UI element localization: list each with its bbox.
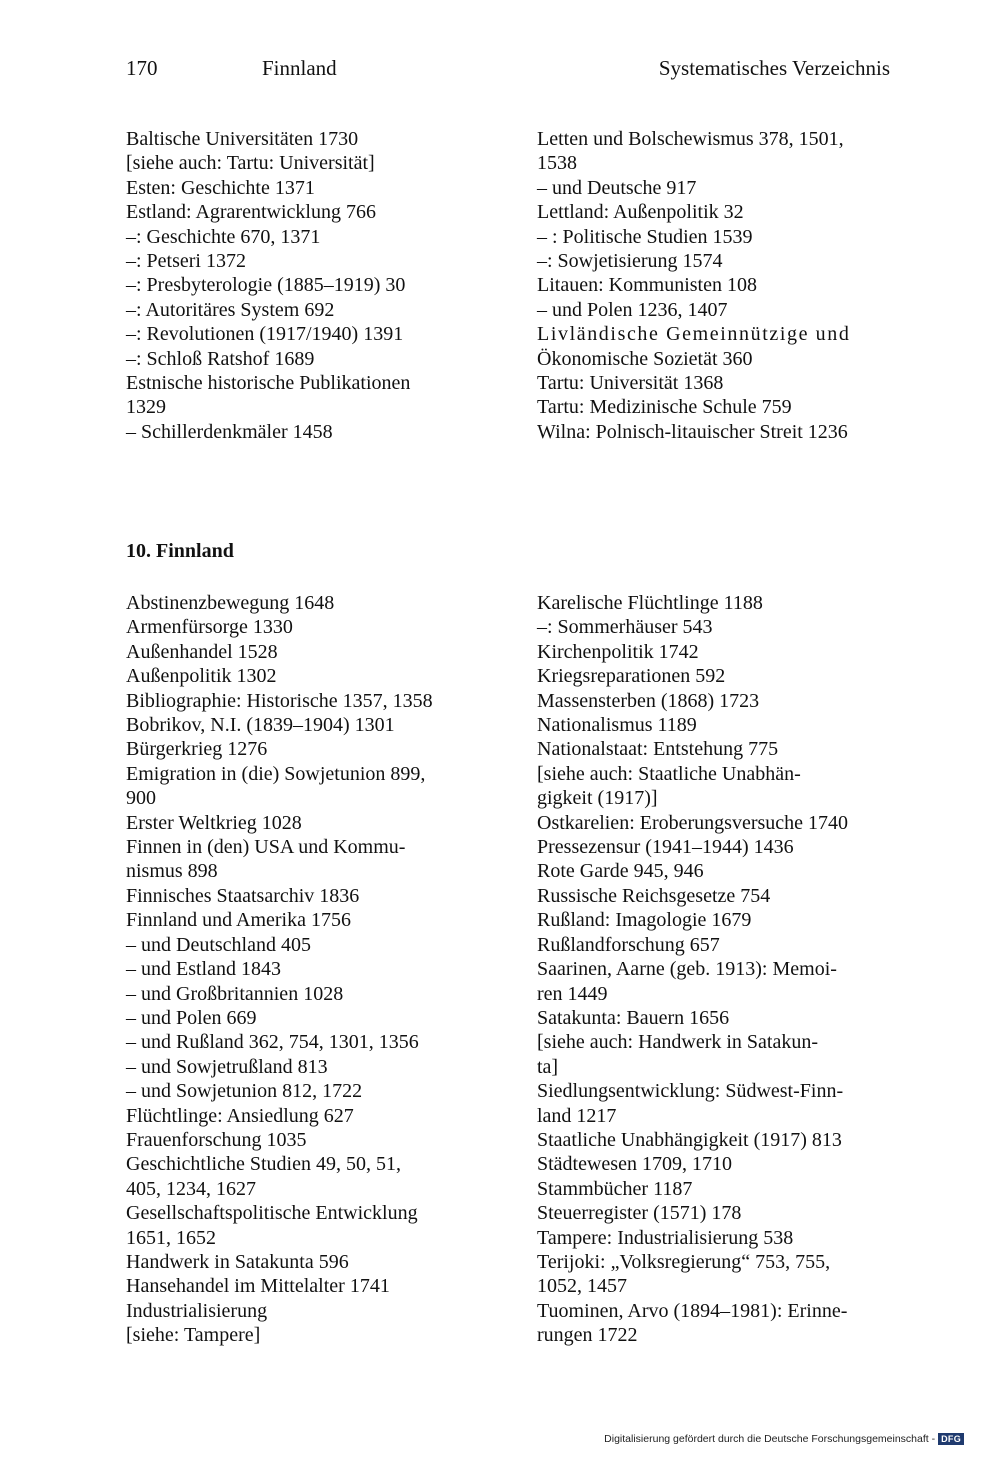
index-entry-term: Finnen in (den) USA und Kommu- xyxy=(126,836,406,859)
index-entry-term: Stammbücher 1187 xyxy=(537,1177,693,1200)
index-entry-continuation: [siehe auch: Handwerk in Satakun- xyxy=(537,1031,819,1054)
footer-text: Digitalisierung gefördert durch die Deutsche Forschungsgemeinschaft - xyxy=(604,1433,936,1445)
index-entry-term: Flüchtlinge: Ansiedlung 627 xyxy=(126,1104,354,1127)
index-entry-term: Außenpolitik 1302 xyxy=(126,665,277,688)
index-entry-term: Pressezensur (1941–1944) 1436 xyxy=(537,836,794,859)
index-entry xyxy=(126,835,482,884)
index-entry xyxy=(126,615,482,639)
index-entry xyxy=(126,713,482,737)
index-entry-term: –: Geschichte 670, 1371 xyxy=(126,225,321,248)
index-entry xyxy=(537,664,890,688)
index-entry xyxy=(537,1152,890,1176)
index-entry-term: – und Sowjetunion 812, 1722 xyxy=(126,1080,363,1103)
index-entry-continuation: gigkeit (1917)] xyxy=(537,787,658,810)
index-entry xyxy=(126,1128,482,1152)
index-entry xyxy=(537,835,890,859)
index-entry xyxy=(537,1006,890,1079)
index-entry xyxy=(126,1299,482,1348)
index-entry-term: Kriegsreparationen 592 xyxy=(537,665,726,688)
index-entry-term: Terijoki: „Volksregierung“ 753, 755, xyxy=(537,1250,831,1273)
index-entry-term: Siedlungsentwicklung: Südwest-Finn- xyxy=(537,1080,844,1103)
index-entry-term: – und Polen 669 xyxy=(126,1006,257,1029)
index-entry xyxy=(126,884,482,908)
index-entry xyxy=(537,395,890,419)
index-entry-term: Bobrikov, N.I. (1839–1904) 1301 xyxy=(126,714,395,737)
page-header xyxy=(126,56,890,86)
index-entry-term: Saarinen, Aarne (geb. 1913): Memoi- xyxy=(537,958,837,981)
index-entry-term: Gesellschaftspolitische Entwicklung xyxy=(126,1202,418,1225)
index-entry xyxy=(537,371,890,395)
index-entry-term: Emigration in (die) Sowjetunion 899, xyxy=(126,762,426,785)
index-entry-term: – und Deutsche 917 xyxy=(537,176,697,199)
index-entry xyxy=(537,420,890,444)
index-entry-term: Geschichtliche Studien 49, 50, 51, xyxy=(126,1153,401,1176)
index-entry xyxy=(537,591,890,615)
index-entry xyxy=(537,1226,890,1250)
index-entry xyxy=(537,884,890,908)
index-column-top-right xyxy=(537,127,890,444)
index-entry xyxy=(537,713,890,737)
section-heading: 10. Finnland xyxy=(126,540,234,562)
index-entry xyxy=(126,689,482,713)
index-entry xyxy=(537,1299,890,1348)
index-entry-term: Tampere: Industrialisierung 538 xyxy=(537,1226,794,1249)
index-entry-term: Tartu: Universität 1368 xyxy=(537,372,724,395)
index-entry-term: Steuerregister (1571) 178 xyxy=(537,1202,742,1225)
index-entry-term: Wilna: Polnisch-litauischer Streit 1236 xyxy=(537,420,848,443)
index-entry xyxy=(537,689,890,713)
index-entry-term: Tartu: Medizinische Schule 759 xyxy=(537,396,792,419)
index-entry xyxy=(537,859,890,883)
index-entry xyxy=(537,127,890,176)
index-entry-term: Litauen: Kommunisten 108 xyxy=(537,274,757,297)
index-column-bottom-left xyxy=(126,591,482,1348)
index-entry-term: Esten: Geschichte 1371 xyxy=(126,176,315,199)
index-entry-continuation: [siehe: Tampere] xyxy=(126,1324,261,1347)
index-entry-term: –: Presbyterologie (1885–1919) 30 xyxy=(126,274,406,297)
digitization-footer xyxy=(604,1433,964,1445)
index-column-top-left xyxy=(126,127,482,444)
index-entry xyxy=(126,1055,482,1079)
index-entry xyxy=(126,737,482,761)
index-entry-continuation: 405, 1234, 1627 xyxy=(126,1177,256,1200)
index-entry xyxy=(126,347,482,371)
index-entry xyxy=(126,371,482,420)
index-entry xyxy=(126,1104,482,1128)
running-section-title: Systematisches Verzeichnis xyxy=(658,56,890,80)
index-entry xyxy=(126,249,482,273)
index-entry-term: Estland: Agrarentwicklung 766 xyxy=(126,201,376,224)
index-entry-term: Hansehandel im Mittelalter 1741 xyxy=(126,1275,390,1298)
index-entry-term: –: Schloß Ratshof 1689 xyxy=(126,347,315,370)
index-entry-term: Kirchenpolitik 1742 xyxy=(537,640,699,663)
index-entry-continuation: 1329 xyxy=(126,396,166,419)
index-entry xyxy=(126,762,482,811)
index-entry xyxy=(537,1201,890,1225)
index-entry xyxy=(126,225,482,249)
index-entry xyxy=(126,811,482,835)
index-entry xyxy=(126,1274,482,1298)
index-entry-term: –: Sommerhäuser 543 xyxy=(537,616,713,639)
index-entry xyxy=(126,420,482,444)
index-entry xyxy=(537,1250,890,1299)
index-entry-continuation: ren 1449 xyxy=(537,982,608,1005)
index-entry-term: Satakunta: Bauern 1656 xyxy=(537,1006,730,1029)
index-entry-term: Bürgerkrieg 1276 xyxy=(126,738,268,761)
index-entry-term: –: Petseri 1372 xyxy=(126,250,246,273)
index-entry xyxy=(537,1177,890,1201)
index-entry xyxy=(126,1152,482,1201)
index-entry-term: – und Estland 1843 xyxy=(126,958,281,981)
index-entry-term: Abstinenzbewegung 1648 xyxy=(126,592,335,614)
index-entry-term: Ostkarelien: Eroberungsversuche 1740 xyxy=(537,811,849,834)
index-entry-continuation: Ökonomische Sozietät 360 xyxy=(537,347,753,370)
running-chapter-title: Finnland xyxy=(262,56,337,80)
index-entry xyxy=(126,908,482,932)
index-entry-term: Frauenforschung 1035 xyxy=(126,1128,307,1151)
index-entry xyxy=(537,176,890,200)
index-entry-term: – und Sowjetrußland 813 xyxy=(126,1055,328,1078)
index-entry xyxy=(126,664,482,688)
index-entry-term: Erster Weltkrieg 1028 xyxy=(126,811,302,834)
index-entry-term: Bibliographie: Historische 1357, 1358 xyxy=(126,689,433,712)
index-entry-term: – : Politische Studien 1539 xyxy=(537,225,753,248)
index-entry-term: Massensterben (1868) 1723 xyxy=(537,689,760,712)
index-entry-term: Livländische Gemeinnützige und xyxy=(537,323,851,346)
index-entry xyxy=(126,957,482,981)
index-entry-term: Armenfürsorge 1330 xyxy=(126,616,293,639)
index-entry-continuation: land 1217 xyxy=(537,1104,617,1127)
index-entry-term: Industrialisierung xyxy=(126,1299,268,1322)
index-entry xyxy=(537,1128,890,1152)
index-entry-continuation: 1538 xyxy=(537,152,577,175)
index-entry-term: –: Sowjetisierung 1574 xyxy=(537,250,723,273)
index-entry-term: Letten und Bolschewismus 378, 1501, xyxy=(537,128,844,150)
index-entry xyxy=(537,737,890,810)
index-entry xyxy=(126,127,482,176)
index-entry-term: – und Rußland 362, 754, 1301, 1356 xyxy=(126,1031,419,1054)
index-entry xyxy=(126,273,482,297)
index-entry xyxy=(126,933,482,957)
index-entry xyxy=(126,1250,482,1274)
index-entry-continuation: 1651, 1652 xyxy=(126,1226,216,1249)
index-entry xyxy=(537,1079,890,1128)
index-entry xyxy=(126,1079,482,1103)
index-entry xyxy=(537,298,890,322)
index-entry xyxy=(126,591,482,615)
index-entry-term: Rote Garde 945, 946 xyxy=(537,860,704,883)
index-entry-term: – Schillerdenkmäler 1458 xyxy=(126,420,333,443)
index-entry-term: Rußland: Imagologie 1679 xyxy=(537,909,752,932)
page-number: 170 xyxy=(126,56,158,80)
index-column-bottom-right xyxy=(537,591,890,1348)
index-entry xyxy=(537,640,890,664)
index-entry xyxy=(537,200,890,224)
index-entry xyxy=(126,322,482,346)
index-entry-continuation: 900 xyxy=(126,787,156,810)
index-entry xyxy=(537,957,890,1006)
index-entry xyxy=(537,615,890,639)
index-entry xyxy=(537,933,890,957)
index-entry xyxy=(537,225,890,249)
index-entry-term: Estnische historische Publikationen xyxy=(126,372,411,395)
index-entry-continuation: nismus 898 xyxy=(126,860,218,883)
index-entry-term: –: Autoritäres System 692 xyxy=(126,298,335,321)
index-entry-term: Lettland: Außenpolitik 32 xyxy=(537,201,744,224)
index-entry-term: Handwerk in Satakunta 596 xyxy=(126,1250,349,1273)
index-entry-term: –: Revolutionen (1917/1940) 1391 xyxy=(126,323,404,346)
index-entry-term: Finnisches Staatsarchiv 1836 xyxy=(126,884,360,907)
index-entry-term: Rußlandforschung 657 xyxy=(537,933,720,956)
index-entry xyxy=(126,298,482,322)
index-entry-term: – und Großbritannien 1028 xyxy=(126,982,344,1005)
index-entry-term: Baltische Universitäten 1730 xyxy=(126,128,359,150)
index-entry xyxy=(126,176,482,200)
index-entry-continuation: ta] xyxy=(537,1055,559,1078)
index-entry-term: Staatliche Unabhängigkeit (1917) 813 xyxy=(537,1128,842,1151)
index-entry-term: Städtewesen 1709, 1710 xyxy=(537,1153,732,1176)
index-entry-term: Nationalismus 1189 xyxy=(537,714,697,737)
index-entry xyxy=(537,249,890,273)
index-entry-continuation: [siehe auch: Staatliche Unabhän- xyxy=(537,762,801,785)
index-entry xyxy=(537,908,890,932)
index-entry-term: – und Deutschland 405 xyxy=(126,933,311,956)
index-entry-term: Karelische Flüchtlinge 1188 xyxy=(537,592,763,614)
index-entry xyxy=(126,1201,482,1250)
index-entry-continuation: [siehe auch: Tartu: Universität] xyxy=(126,152,375,175)
index-entry xyxy=(537,811,890,835)
index-entry-continuation: 1052, 1457 xyxy=(537,1275,627,1298)
index-entry xyxy=(537,273,890,297)
index-entry-continuation: rungen 1722 xyxy=(537,1324,638,1347)
index-entry-term: Außenhandel 1528 xyxy=(126,640,278,663)
index-entry xyxy=(126,200,482,224)
index-entry-term: Tuominen, Arvo (1894–1981): Erinne- xyxy=(537,1299,848,1322)
index-entry xyxy=(537,322,890,371)
index-entry-term: Russische Reichsgesetze 754 xyxy=(537,884,771,907)
index-entry-term: Nationalstaat: Entstehung 775 xyxy=(537,738,779,761)
index-entry-term: – und Polen 1236, 1407 xyxy=(537,298,728,321)
dfg-logo: DFG xyxy=(938,1433,964,1445)
index-entry xyxy=(126,1030,482,1054)
index-entry xyxy=(126,640,482,664)
index-entry-term: Finnland und Amerika 1756 xyxy=(126,909,351,932)
index-entry xyxy=(126,982,482,1006)
index-entry xyxy=(126,1006,482,1030)
